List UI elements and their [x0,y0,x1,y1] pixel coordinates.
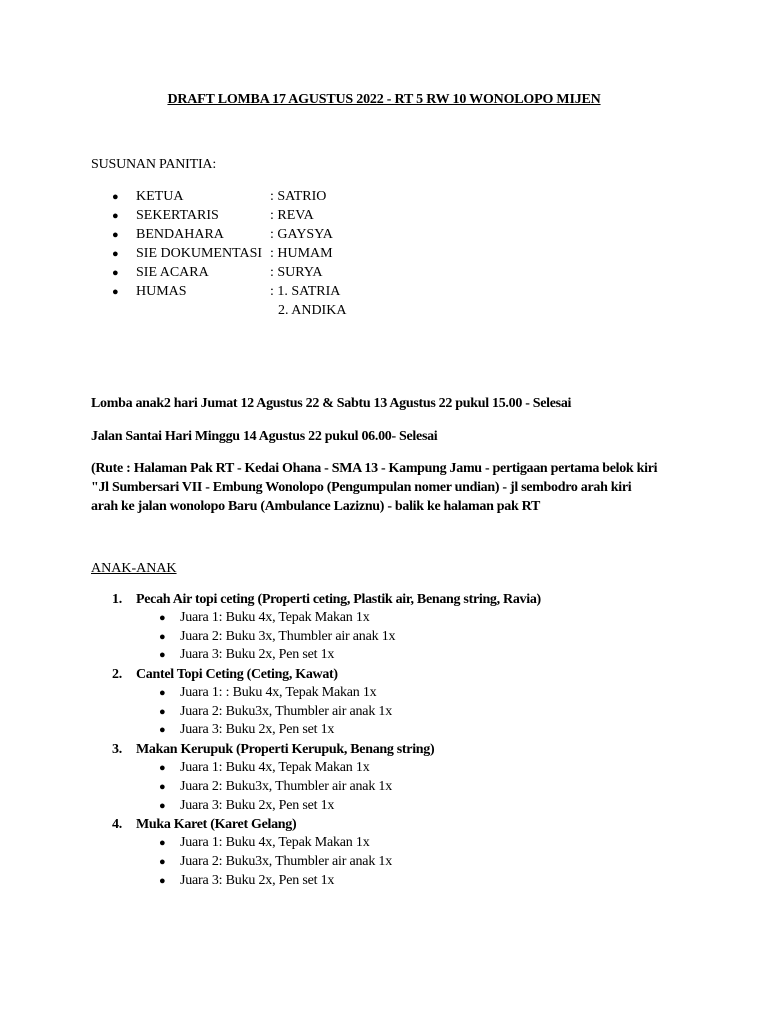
contest-title [112,590,541,609]
contest-name: Cantel Topi Ceting (Ceting, Kawat) [136,667,338,683]
lomba-anak-schedule: Lomba anak2 hari Jumat 12 Agustus 22 & Sabtu 13 Agustus 22 pukul 15.00 - Selesai [91,396,572,411]
list-item [112,721,541,740]
panitia-role: KETUA [136,189,184,204]
list-item [112,244,346,263]
panitia-extra [112,301,346,320]
panitia-list [112,187,346,320]
contest-title [112,740,541,759]
list-item [112,797,541,816]
contest-name: Muka Karet (Karet Gelang) [136,817,297,833]
bullet-icon: ● [159,837,166,850]
panitia-heading: SUSUNAN PANITIA: [91,157,217,172]
contest-number: 1. [112,592,122,607]
contest-number: 3. [112,742,122,758]
bullet-icon: ● [112,210,119,222]
prize-text: Juara 1: : Buku 4x, Tepak Makan 1x [180,685,377,701]
list-item [112,609,541,628]
panitia-value: : 1. SATRIA [270,284,341,299]
bullet-icon: ● [159,780,166,793]
contest-number: 4. [112,817,122,833]
bullet-icon: ● [159,649,166,662]
bullet-icon: ● [159,724,166,737]
bullet-icon: ● [112,229,119,241]
document-title: DRAFT LOMBA 17 AGUSTUS 2022 - RT 5 RW 10 WONOLOPO MIJEN [167,92,601,107]
contest-list [112,590,541,890]
list-item [112,646,541,665]
contest-item [112,815,541,890]
bullet-icon: ● [159,799,166,812]
bullet-icon: ● [159,874,166,887]
list-item [112,206,346,225]
prize-text: Juara 1: Buku 4x, Tepak Makan 1x [180,610,370,625]
list-item [112,263,346,282]
contest-title [112,665,541,684]
panitia-role: HUMAS [136,284,187,299]
anak-heading: ANAK-ANAK [91,561,177,576]
list-item [112,282,346,301]
list-item [112,853,541,872]
prize-text: Juara 2: Buku3x, Thumbler air anak 1x [180,778,393,794]
list-item [112,187,346,206]
list-item [112,225,346,244]
contest-title [112,815,541,834]
list-item [112,628,541,647]
bullet-icon: ● [159,612,166,624]
list-item [112,778,541,797]
prize-text: Juara 2: Buku3x, Thumbler air anak 1x [180,853,393,869]
contest-item [112,665,541,740]
contest-number: 2. [112,667,122,683]
prize-list [112,609,541,665]
list-item [112,872,541,891]
list-item [112,759,541,778]
panitia-value: : HUMAM [270,246,333,261]
route-line: (Rute : Halaman Pak RT - Kedai Ohana - SMA 13 - Kampung Jamu - pertigaan pertama belok kiri [91,461,658,476]
prize-list [112,834,541,890]
prize-text: Juara 3: Buku 2x, Pen set 1x [180,797,335,813]
list-item [112,684,541,703]
contest-name: Pecah Air topi ceting (Properti ceting, Plastik air, Benang string, Ravia) [136,592,541,607]
panitia-extra-value: 2. ANDIKA [278,303,347,318]
prize-list [112,684,541,740]
contest-name: Makan Kerupuk (Properti Kerupuk, Benang string) [136,742,435,758]
prize-text: Juara 2: Buku3x, Thumbler air anak 1x [180,703,393,719]
bullet-icon: ● [159,855,166,868]
route-description [91,459,701,516]
bullet-icon: ● [159,630,166,643]
bullet-icon: ● [112,286,119,298]
panitia-value: : GAYSYA [270,227,333,242]
prize-text: Juara 1: Buku 4x, Tepak Makan 1x [180,835,370,851]
prize-text: Juara 3: Buku 2x, Pen set 1x [180,872,335,888]
prize-text: Juara 2: Buku 3x, Thumbler air anak 1x [180,628,396,644]
list-item [112,834,541,853]
panitia-value: : REVA [270,208,314,223]
panitia-role: SIE DOKUMENTASI [136,246,263,261]
route-line: "Jl Sumbersari VII - Embung Wonolopo (Pengumpulan nomer undian) - jl sembodro arah kiri [91,480,632,495]
jalan-santai-schedule: Jalan Santai Hari Minggu 14 Agustus 22 pukul 06.00- Selesai [91,429,438,444]
bullet-icon: ● [112,191,119,203]
list-item [112,703,541,722]
bullet-icon: ● [112,248,119,260]
panitia-value: : SURYA [270,265,323,280]
panitia-role: SEKERTARIS [136,208,219,223]
contest-item [112,590,541,665]
bullet-icon: ● [159,762,166,775]
contest-item [112,740,541,815]
panitia-role: SIE ACARA [136,265,209,280]
prize-text: Juara 3: Buku 2x, Pen set 1x [180,722,335,738]
panitia-role: BENDAHARA [136,227,224,242]
bullet-icon: ● [159,705,166,718]
prize-text: Juara 3: Buku 2x, Pen set 1x [180,647,335,663]
panitia-value: : SATRIO [270,189,327,204]
prize-list [112,759,541,815]
route-line: arah ke jalan wonolopo Baru (Ambulance Laziznu) - balik ke halaman pak RT [91,499,541,514]
bullet-icon: ● [159,687,166,700]
bullet-icon: ● [112,267,119,279]
prize-text: Juara 1: Buku 4x, Tepak Makan 1x [180,760,370,776]
